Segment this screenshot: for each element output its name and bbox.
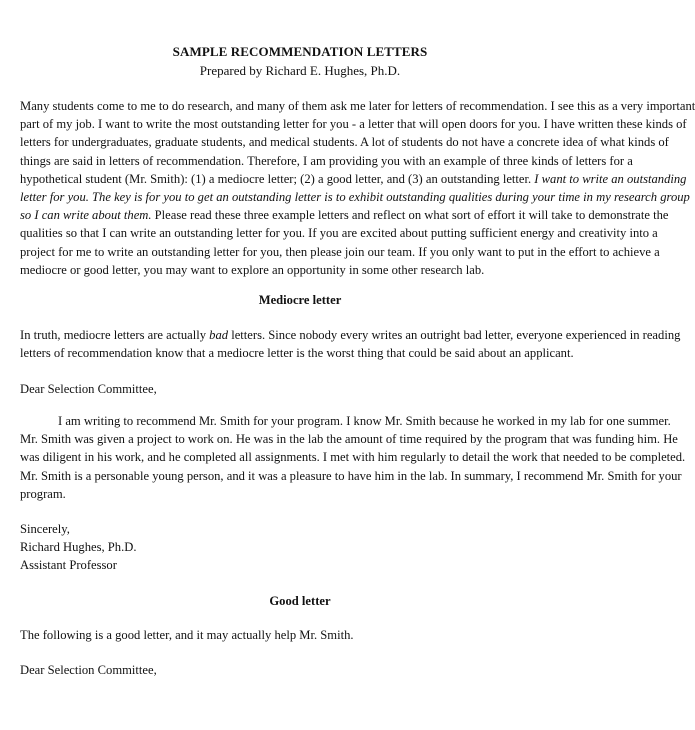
- signer-title: Assistant Professor: [20, 558, 117, 573]
- intro-line: things are said in letters of recommendation. Therefore, I am providing you with an example of three kinds of letters for a: [20, 153, 633, 168]
- good-explanation: The following is a good letter, and it may actually help Mr. Smith.: [20, 628, 354, 642]
- intro-paragraph: [20, 97, 695, 279]
- intro-text: Please read these three example letters and reflect on what sort of effort it will take to demonstrate the: [151, 208, 669, 223]
- mediocre-text: In truth, mediocre letters are actually: [20, 328, 210, 342]
- intro-emphasis: I want to write an outstanding: [534, 171, 687, 186]
- intro-line: part of my job. I want to write the most outstanding letter for you - a letter that will open doors for you. I have written these kinds of: [20, 117, 687, 132]
- mediocre-line: [20, 326, 681, 344]
- mediocre-salutation: Dear Selection Committee,: [20, 382, 157, 396]
- good-salutation: Dear Selection Committee,: [20, 663, 157, 677]
- letter-line: was diligent in his work, and he completed all assignments. I met with him regularly to detail the work that needed to be completed.: [20, 450, 686, 465]
- intro-line: [20, 170, 687, 188]
- good-heading: Good letter: [269, 594, 331, 608]
- signature-block: [20, 520, 586, 575]
- intro-line: project for me to write an outstanding letter for you, then please join our team. If you only want to put in the effort to achieve a: [20, 244, 660, 259]
- letter-line: program.: [20, 486, 66, 501]
- letter-line: Mr. Smith was given a project to work on. He was in the lab the amount of time required by the program that was funding him. He: [20, 432, 678, 447]
- intro-line: Many students come to me to do research, and many of them ask me later for letters of recommendation. I see this as a very important: [20, 99, 695, 113]
- intro-text: hypothetical student (Mr. Smith): (1) a mediocre letter; (2) a good letter, and (3) an outstanding letter.: [20, 171, 535, 186]
- letter-line: Mr. Smith is a personable young person, and it was a pleasure to have him in the lab. In summary, I recommend Mr. Smith for your: [20, 468, 682, 483]
- mediocre-text: letters. Since nobody every writes an outright bad letter, everyone experienced in reading: [228, 328, 681, 342]
- intro-line: mediocre or good letter, you may want to explore an opportunity in some other research lab.: [20, 262, 485, 277]
- document-title: SAMPLE RECOMMENDATION LETTERS: [172, 44, 428, 59]
- intro-line: [20, 188, 690, 206]
- intro-emphasis: so I can write about them.: [20, 208, 152, 223]
- intro-emphasis: letter for you. The key is for you to get an outstanding letter is to exhibit outstanding qualities during your time in my research group: [20, 190, 690, 205]
- intro-line: letters for undergraduates, graduate students, and medical students. A lot of students do not have a concrete idea of what kinds of: [20, 135, 669, 150]
- mediocre-line: letters of recommendation know that a mediocre letter is the worst thing that could be said about an applicant.: [20, 346, 574, 361]
- mediocre-letter-body: [20, 412, 686, 503]
- signer-name: Richard Hughes, Ph.D.: [20, 540, 137, 555]
- author-line: Prepared by Richard E. Hughes, Ph.D.: [199, 63, 401, 78]
- mediocre-emphasis: bad: [209, 328, 229, 342]
- intro-line: qualities so that I can write an outstanding letter for you. If you are excited about putting sufficient energy and creativity into a: [20, 226, 658, 241]
- letter-line: I am writing to recommend Mr. Smith for your program. I know Mr. Smith because he worked in my lab for one summer.: [58, 414, 671, 428]
- mediocre-heading: Mediocre letter: [258, 293, 342, 307]
- mediocre-explanation: [20, 326, 681, 362]
- closing: Sincerely,: [20, 522, 70, 536]
- intro-line: [20, 206, 669, 224]
